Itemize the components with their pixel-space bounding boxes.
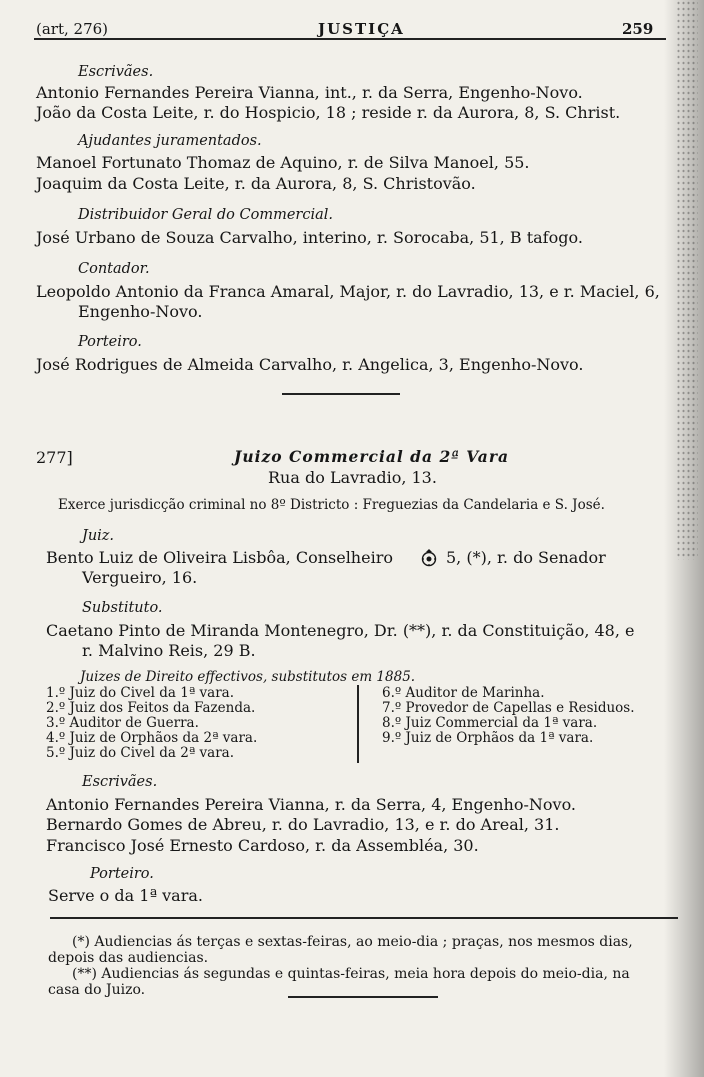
footnote-1-cont: depois das audiencias. bbox=[48, 950, 209, 966]
juizes-left-item: 3.º Auditor de Guerra. bbox=[46, 715, 199, 731]
header-page-number: 259 bbox=[622, 20, 654, 38]
escrivaes-heading: Escrivães. bbox=[78, 64, 154, 80]
entry-number: 277] bbox=[36, 448, 73, 467]
header-article-ref: (art, 276) bbox=[36, 20, 109, 38]
juiz-line-b: 5, (*), r. do Senador bbox=[446, 548, 606, 567]
end-rule bbox=[288, 996, 438, 998]
footnote-1: (*) Audiencias ás terças e sextas-feiras, ao meio-dia ; praças, nos mesmos dias, bbox=[72, 934, 633, 950]
contador-line: Leopoldo Antonio da Franca Amaral, Major, r. do Lavradio, 13, e r. Maciel, 6, bbox=[36, 282, 660, 301]
ajudantes-heading: Ajudantes juramentados. bbox=[78, 133, 262, 149]
contador-line-cont: Engenho-Novo. bbox=[78, 302, 203, 321]
order-insignia-icon bbox=[420, 548, 438, 572]
substituto-line-cont: r. Malvino Reis, 29 B. bbox=[82, 641, 256, 660]
escrivao2-line: Antonio Fernandes Pereira Vianna, r. da Serra, 4, Engenho-Novo. bbox=[46, 795, 577, 814]
jurisdiction-note: Exerce jurisdicção criminal no 8º Districto : Freguezias da Candelaria e S. José. bbox=[58, 497, 605, 513]
substituto-line: Caetano Pinto de Miranda Montenegro, Dr. (**), r. da Constituição, 48, e bbox=[46, 621, 635, 640]
juizes-left-item: 5.º Juiz do Civel da 2ª vara. bbox=[46, 745, 235, 761]
juizes-right-item: 7.º Provedor de Capellas e Residuos. bbox=[382, 700, 635, 716]
juiz-line-cont: Vergueiro, 16. bbox=[82, 568, 198, 587]
footnote-2: (**) Audiencias ás segundas e quintas-feiras, meia hora depois do meio-dia, na bbox=[72, 966, 630, 982]
juiz-line-a: Bento Luiz de Oliveira Lisbôa, Conselheiro bbox=[46, 548, 393, 567]
escrivao2-line: Francisco José Ernesto Cardoso, r. da Assembléa, 30. bbox=[46, 836, 479, 855]
juizes-left-item: 1.º Juiz do Civel da 1ª vara. bbox=[46, 685, 235, 701]
section-divider bbox=[282, 393, 400, 395]
section-address: Rua do Lavradio, 13. bbox=[268, 468, 437, 487]
juiz-heading: Juiz. bbox=[82, 528, 115, 544]
escrivaes2-heading: Escrivães. bbox=[82, 774, 158, 790]
escrivao-line: João da Costa Leite, r. do Hospicio, 18 ; reside r. da Aurora, 8, S. Christ. bbox=[36, 103, 621, 122]
column-divider bbox=[357, 685, 359, 763]
porteiro2-heading: Porteiro. bbox=[90, 866, 154, 882]
footnote-rule bbox=[50, 917, 678, 919]
juizes-right-item: 9.º Juiz de Orphãos da 1ª vara. bbox=[382, 730, 594, 746]
header-title: JUSTIÇA bbox=[318, 20, 405, 38]
porteiro-heading: Porteiro. bbox=[78, 334, 142, 350]
distribuidor-heading: Distribuidor Geral do Commercial. bbox=[78, 207, 334, 223]
juizes-left-item: 2.º Juiz dos Feitos da Fazenda. bbox=[46, 700, 256, 716]
porteiro-line: José Rodrigues de Almeida Carvalho, r. Angelica, 3, Engenho-Novo. bbox=[36, 355, 584, 374]
distribuidor-line: José Urbano de Souza Carvalho, interino, r. Sorocaba, 51, B tafogo. bbox=[36, 228, 583, 247]
header-rule bbox=[34, 38, 666, 40]
escrivao-line: Antonio Fernandes Pereira Vianna, int., r. da Serra, Engenho-Novo. bbox=[36, 83, 583, 102]
substituto-heading: Substituto. bbox=[82, 600, 163, 616]
juizes-left-item: 4.º Juiz de Orphãos da 2ª vara. bbox=[46, 730, 258, 746]
page-edge-speckle bbox=[676, 0, 698, 560]
juizes-right-item: 8.º Juiz Commercial da 1ª vara. bbox=[382, 715, 598, 731]
juizes-heading: Juizes de Direito effectivos, substitutos em 1885. bbox=[80, 669, 416, 685]
escrivao2-line: Bernardo Gomes de Abreu, r. do Lavradio, 13, e r. do Areal, 31. bbox=[46, 815, 560, 834]
contador-heading: Contador. bbox=[78, 261, 150, 277]
juizes-right-item: 6.º Auditor de Marinha. bbox=[382, 685, 545, 701]
footnote-2-cont: casa do Juizo. bbox=[48, 982, 146, 998]
section-title: Juizo Commercial da 2ª Vara bbox=[234, 447, 510, 466]
ajudante-line: Manoel Fortunato Thomaz de Aquino, r. de Silva Manoel, 55. bbox=[36, 153, 530, 172]
porteiro2-line: Serve o da 1ª vara. bbox=[48, 886, 203, 905]
ajudante-line: Joaquim da Costa Leite, r. da Aurora, 8, S. Christovão. bbox=[36, 174, 476, 193]
